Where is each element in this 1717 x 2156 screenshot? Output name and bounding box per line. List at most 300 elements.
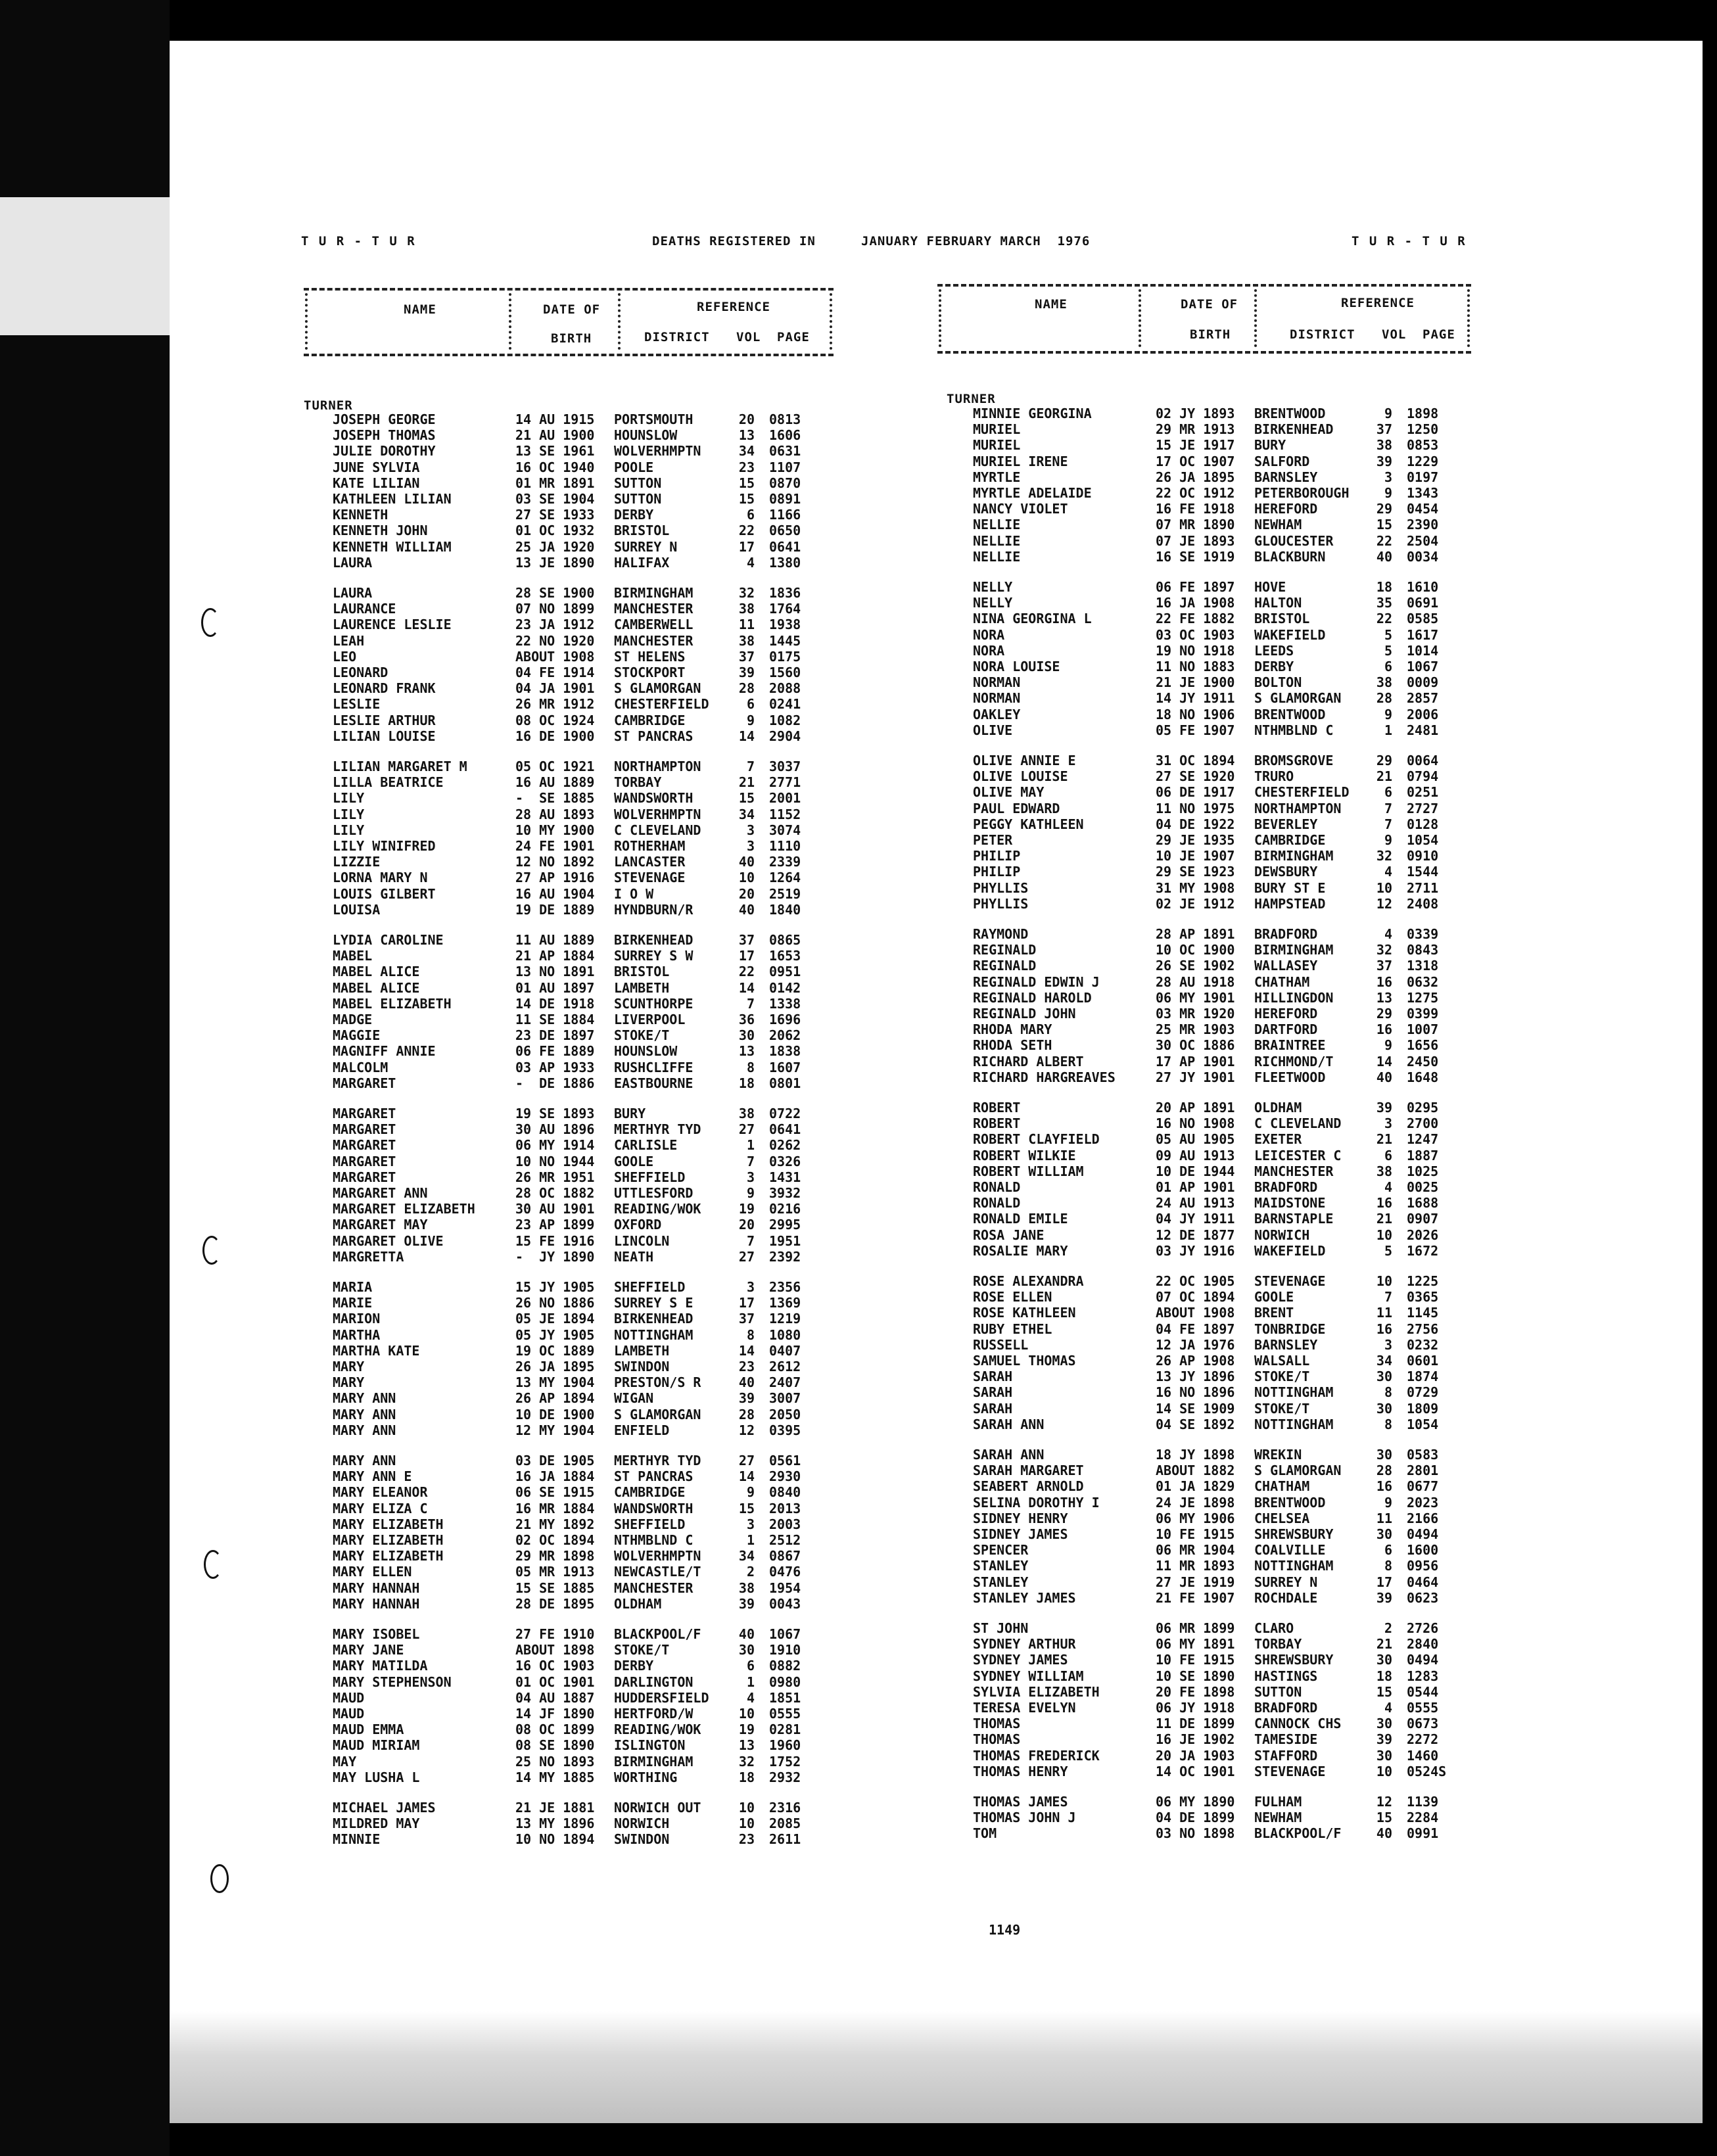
entry-district: STOCKPORT — [614, 665, 686, 680]
entry-district: BRISTOL — [614, 964, 670, 980]
entry-district: SUTTON — [614, 475, 662, 491]
entry-birth-date: 07 NO 1899 — [515, 601, 595, 617]
entry-name: OLIVE ANNIE E — [973, 753, 1076, 768]
entry-district: SWINDON — [614, 1359, 670, 1374]
entry-page: 2995 — [769, 1217, 801, 1233]
column-vol: VOL — [736, 330, 761, 344]
column-reference: REFERENCE — [1341, 296, 1415, 310]
entry-birth-date: 20 JA 1903 — [1156, 1747, 1235, 1764]
entry-name: MARY ELIZA C — [333, 1500, 428, 1516]
entry-page: 2272 — [1407, 1731, 1439, 1748]
entry-district: TORBAY — [614, 774, 662, 791]
entry-district: TAMESIDE — [1254, 1731, 1318, 1748]
column-district: DISTRICT — [644, 330, 710, 344]
entry-birth-date: 03 MR 1920 — [1156, 1006, 1235, 1021]
entry-page: 2519 — [769, 885, 801, 902]
entry-page: 1672 — [1407, 1242, 1439, 1259]
register-entry — [0, 579, 1512, 595]
entry-district: BIRMINGHAM — [614, 1753, 694, 1769]
entry-volume: 1 — [746, 1532, 755, 1548]
entry-birth-date: 06 FE 1897 — [1156, 579, 1235, 595]
entry-name: MARGARET — [333, 1153, 396, 1169]
entry-volume: 22 — [1376, 611, 1392, 627]
entry-page: 0128 — [1407, 816, 1439, 832]
entry-district: STEVENAGE — [1254, 1273, 1326, 1289]
entry-volume: 32 — [1376, 942, 1392, 958]
entry-page: 0555 — [769, 1706, 801, 1722]
column-vol: VOL — [1382, 327, 1407, 342]
entry-birth-date: 16 AU 1904 — [515, 885, 595, 902]
entry-district: BRAINTREE — [1254, 1037, 1326, 1054]
entry-birth-date: 06 MY 1906 — [1156, 1510, 1235, 1526]
entry-district: WOLVERHMPTN — [614, 806, 701, 822]
register-entry — [0, 942, 1512, 958]
entry-volume: 6 — [746, 696, 755, 713]
entry-name: MYRTLE ADELAIDE — [973, 485, 1092, 501]
entry-volume: 4 — [1384, 1700, 1392, 1716]
entry-page: 0524S — [1407, 1763, 1447, 1779]
entry-page: 0601 — [1407, 1353, 1439, 1369]
entry-volume: 10 — [738, 1816, 755, 1832]
entry-volume: 12 — [1376, 895, 1392, 912]
entry-volume: 40 — [738, 901, 755, 918]
register-entry — [0, 974, 1512, 990]
register-entry — [0, 690, 1512, 706]
register-entry — [0, 768, 1512, 784]
entry-page: 2504 — [1407, 532, 1439, 549]
entry-birth-date: 14 AU 1915 — [515, 411, 595, 427]
entry-page: 1067 — [1407, 659, 1439, 674]
entry-volume: 7 — [1384, 1289, 1392, 1305]
entry-volume: 1 — [1384, 722, 1392, 738]
entry-birth-date: 06 DE 1917 — [1156, 784, 1235, 801]
entry-name: MAUD MIRIAM — [333, 1737, 420, 1754]
entry-page: 1610 — [1407, 579, 1439, 595]
entry-birth-date: 02 JY 1893 — [1156, 406, 1235, 421]
entry-page: 1247 — [1407, 1131, 1439, 1148]
entry-district: BLACKBURN — [1254, 548, 1326, 565]
entry-birth-date: 26 AP 1894 — [515, 1390, 595, 1407]
entry-volume: 34 — [1376, 1353, 1392, 1369]
entry-page: 1139 — [1407, 1794, 1439, 1810]
entry-birth-date: 01 OC 1901 — [515, 1674, 595, 1690]
entry-page: 1250 — [1407, 421, 1439, 438]
entry-volume: 9 — [1384, 1494, 1392, 1511]
register-entry — [0, 1794, 1512, 1810]
entry-district: HILLINGDON — [1254, 989, 1334, 1006]
entry-district: CAMBRIDGE — [1254, 832, 1326, 848]
entry-birth-date: 19 OC 1889 — [515, 1342, 595, 1359]
entry-name: MARGARET — [333, 1075, 396, 1091]
entry-page: 0910 — [1407, 848, 1439, 864]
entry-volume: 11 — [1376, 1510, 1392, 1526]
entry-volume: 21 — [1376, 768, 1392, 785]
entry-name: MAGGIE — [333, 1027, 381, 1044]
entry-district: POOLE — [614, 459, 654, 475]
entry-district: HUDDERSFIELD — [614, 1689, 709, 1706]
entry-volume: 15 — [1376, 1683, 1392, 1700]
entry-district: RICHMOND/T — [1254, 1053, 1334, 1069]
entry-district: LAMBETH — [614, 1342, 670, 1359]
entry-volume: 17 — [738, 1295, 755, 1311]
entry-volume: 23 — [738, 1831, 755, 1848]
entry-birth-date: 10 JE 1907 — [1156, 848, 1235, 864]
entry-birth-date: 07 JE 1893 — [1156, 532, 1235, 549]
entry-district: S GLAMORGAN — [614, 680, 701, 697]
entry-page: 0956 — [1407, 1558, 1439, 1574]
entry-page: 2062 — [769, 1027, 801, 1044]
register-entry — [0, 1401, 1512, 1417]
entry-volume: 12 — [1376, 1794, 1392, 1810]
entry-district: C CLEVELAND — [1254, 1115, 1342, 1132]
entry-district: CHESTERFIELD — [614, 696, 709, 713]
entry-page: 2050 — [769, 1406, 801, 1422]
entry-volume: 38 — [1376, 674, 1392, 691]
entry-page: 0632 — [1407, 973, 1439, 990]
entry-page: 2756 — [1407, 1321, 1439, 1337]
entry-district: BRISTOL — [1254, 611, 1310, 627]
entry-birth-date: 26 MR 1912 — [515, 696, 595, 713]
entry-volume: 15 — [738, 1500, 755, 1516]
entry-district: UTTLESFORD — [614, 1185, 694, 1201]
entry-volume: 21 — [1376, 1636, 1392, 1652]
entry-name: STANLEY — [973, 1574, 1029, 1590]
entry-birth-date: 31 MY 1908 — [1156, 879, 1235, 896]
entry-name: RONALD — [973, 1179, 1021, 1195]
entry-birth-date: 21 JE 1881 — [515, 1800, 595, 1816]
column-page: PAGE — [1423, 327, 1455, 342]
entry-birth-date: 11 NO 1975 — [1156, 800, 1235, 816]
entry-page: 1431 — [769, 1169, 801, 1185]
entry-name: REGINALD EDWIN J — [973, 973, 1100, 990]
entry-volume: 34 — [738, 1548, 755, 1564]
entry-name: SARAH MARGARET — [973, 1463, 1084, 1479]
entry-name: MARGARET — [333, 1169, 396, 1185]
entry-volume: 38 — [1376, 437, 1392, 454]
entry-birth-date: 27 AP 1916 — [515, 870, 595, 886]
entry-page: 0980 — [769, 1674, 801, 1690]
entry-name: KENNETH — [333, 507, 388, 523]
entry-district: CHATHAM — [1254, 1478, 1310, 1495]
entry-birth-date: 10 FE 1915 — [1156, 1526, 1235, 1542]
entry-volume: 32 — [738, 1753, 755, 1769]
entry-volume: 3 — [746, 822, 755, 838]
entry-volume: 18 — [1376, 579, 1392, 595]
entry-page: 1607 — [769, 1059, 801, 1075]
entry-page: 0555 — [1407, 1700, 1439, 1716]
entry-page: 0544 — [1407, 1683, 1439, 1700]
entry-name: ROSALIE MARY — [973, 1242, 1068, 1259]
table-divider — [1467, 289, 1470, 347]
entry-district: LEEDS — [1254, 642, 1294, 659]
entry-name: NELLY — [973, 579, 1013, 595]
table-divider — [509, 293, 511, 350]
entry-volume: 32 — [1376, 848, 1392, 864]
entry-district: BIRKENHEAD — [614, 932, 694, 948]
entry-page: 0339 — [1407, 926, 1439, 942]
entry-volume: 14 — [738, 1468, 755, 1485]
entry-birth-date: 03 JY 1916 — [1156, 1242, 1235, 1259]
entry-birth-date: 03 AP 1933 — [515, 1059, 595, 1075]
entry-name: PHILIP — [973, 864, 1021, 880]
entry-name: REGINALD JOHN — [973, 1006, 1076, 1021]
entry-name: LEONARD — [333, 665, 388, 680]
entry-birth-date: 25 NO 1893 — [515, 1753, 595, 1769]
entry-volume: 28 — [738, 1406, 755, 1422]
register-entry — [0, 1574, 1512, 1590]
entry-name: MARY ELEANOR — [333, 1484, 428, 1501]
table-divider — [305, 293, 308, 350]
entry-page: 1648 — [1407, 1069, 1439, 1085]
entry-page: 0840 — [769, 1484, 801, 1501]
register-entry — [0, 1195, 1512, 1211]
entry-volume: 20 — [738, 411, 755, 427]
entry-birth-date: 04 FE 1914 — [515, 665, 595, 680]
entry-district: ISLINGTON — [614, 1737, 686, 1754]
entry-birth-date: 27 SE 1933 — [515, 507, 595, 523]
register-entry — [0, 1273, 1512, 1289]
entry-volume: 11 — [738, 617, 755, 633]
entry-district: WAKEFIELD — [1254, 1242, 1326, 1259]
entry-name: LILIAN MARGARET M — [333, 759, 467, 774]
entry-birth-date: 23 AP 1899 — [515, 1217, 595, 1233]
entry-name: LILY — [333, 822, 365, 838]
entry-birth-date: 22 FE 1882 — [1156, 611, 1235, 627]
entry-district: WOLVERHMPTN — [614, 1548, 701, 1564]
entry-page: 2392 — [769, 1248, 801, 1265]
register-entry — [0, 990, 1512, 1006]
entry-page: 2316 — [769, 1800, 801, 1816]
entry-birth-date: 28 AU 1918 — [1156, 973, 1235, 990]
entry-name: PETER — [973, 832, 1013, 848]
entry-name: REGINALD — [973, 942, 1037, 958]
entry-volume: 4 — [1384, 864, 1392, 880]
entry-district: BROMSGROVE — [1254, 753, 1334, 768]
entry-district: BIRMINGHAM — [1254, 942, 1334, 958]
entry-name: MAUD — [333, 1689, 365, 1706]
entry-name: MABEL — [333, 948, 373, 964]
entry-birth-date: 12 NO 1892 — [515, 854, 595, 870]
entry-name: NELLIE — [973, 517, 1021, 533]
entry-page: 2003 — [769, 1516, 801, 1532]
entry-birth-date: 21 FE 1907 — [1156, 1589, 1235, 1606]
entry-page: 1560 — [769, 665, 801, 680]
register-entry — [0, 1289, 1512, 1305]
entry-district: CHESTERFIELD — [1254, 784, 1350, 801]
register-entry — [0, 1495, 1512, 1511]
register-entry — [0, 864, 1512, 879]
entry-name: MARY MATILDA — [333, 1658, 428, 1674]
entry-birth-date: 10 MY 1900 — [515, 822, 595, 838]
entry-birth-date: 03 NO 1898 — [1156, 1825, 1235, 1842]
entry-district: BLACKPOOL/F — [614, 1626, 701, 1642]
entry-birth-date: 13 SE 1961 — [515, 443, 595, 459]
entry-page: 2001 — [769, 790, 801, 807]
entry-district: S GLAMORGAN — [1254, 690, 1342, 707]
entry-district: DARLINGTON — [614, 1674, 694, 1690]
entry-birth-date: 13 NO 1891 — [515, 964, 595, 980]
entry-name: THOMAS HENRY — [973, 1763, 1068, 1779]
entry-page: 2356 — [769, 1279, 801, 1295]
register-entry — [0, 958, 1512, 973]
column-reference: REFERENCE — [697, 300, 770, 314]
entry-district: BRENT — [1254, 1305, 1294, 1321]
entry-name: MARGARET OLIVE — [333, 1232, 444, 1249]
entry-volume: 14 — [1376, 1053, 1392, 1069]
entry-page: 2726 — [1407, 1620, 1439, 1636]
column-date-of: DATE OF — [1181, 297, 1238, 312]
entry-district: HOUNSLOW — [614, 1043, 678, 1060]
entry-birth-date: 04 JA 1901 — [515, 680, 595, 697]
entry-district: I O W — [614, 885, 654, 902]
entry-volume: 37 — [738, 648, 755, 665]
entry-name: MARGARET — [333, 1106, 396, 1121]
register-entry — [0, 1447, 1512, 1463]
entry-birth-date: 29 JE 1935 — [1156, 832, 1235, 848]
entry-volume: 10 — [738, 870, 755, 886]
entry-birth-date: - JY 1890 — [515, 1248, 595, 1265]
entry-volume: 6 — [1384, 1542, 1392, 1558]
entry-page: 1054 — [1407, 832, 1439, 848]
entry-birth-date: 29 SE 1923 — [1156, 864, 1235, 880]
register-entry — [0, 549, 1512, 565]
entry-volume: 40 — [1376, 548, 1392, 565]
entry-page: 1600 — [1407, 1542, 1439, 1558]
entry-district: WREKIN — [1254, 1447, 1302, 1463]
entry-district: BIRKENHEAD — [1254, 421, 1334, 438]
entry-name: MADGE — [333, 1012, 373, 1027]
register-entry — [0, 1353, 1512, 1369]
entry-page: 1369 — [769, 1295, 801, 1311]
entry-district: STAFFORD — [1254, 1747, 1318, 1764]
entry-volume: 10 — [1376, 1763, 1392, 1779]
entry-page: 1838 — [769, 1043, 801, 1060]
entry-page: 0867 — [769, 1548, 801, 1564]
entry-birth-date: 18 NO 1906 — [1156, 706, 1235, 722]
entry-birth-date: 29 MR 1913 — [1156, 421, 1235, 438]
entry-volume: 29 — [1376, 753, 1392, 768]
entry-birth-date: 06 SE 1915 — [515, 1484, 595, 1501]
entry-name: MARGARET — [333, 1137, 396, 1154]
entry-birth-date: 03 OC 1903 — [1156, 626, 1235, 643]
entry-birth-date: 01 OC 1932 — [515, 523, 595, 539]
register-entry — [0, 832, 1512, 848]
entry-birth-date: 04 AU 1887 — [515, 1689, 595, 1706]
register-entry — [0, 1148, 1512, 1163]
entry-page: 0464 — [1407, 1574, 1439, 1590]
entry-birth-date: 31 OC 1894 — [1156, 753, 1235, 768]
entry-name: MABEL ALICE — [333, 979, 420, 996]
entry-volume: 28 — [1376, 690, 1392, 707]
entry-page: 1898 — [1407, 406, 1439, 421]
entry-district: SHREWSBURY — [1254, 1652, 1334, 1668]
register-entry — [0, 1211, 1512, 1227]
register-entry — [0, 1731, 1512, 1747]
entry-volume: 10 — [1376, 879, 1392, 896]
entry-page: 0009 — [1407, 674, 1439, 691]
punch-hole-icon — [210, 1864, 229, 1893]
entry-page: 1938 — [769, 617, 801, 633]
entry-name: RICHARD ALBERT — [973, 1053, 1084, 1069]
entry-volume: 38 — [1376, 1163, 1392, 1179]
entry-district: BLACKPOOL/F — [1254, 1825, 1342, 1842]
entry-name: PEGGY KATHLEEN — [973, 816, 1084, 832]
entry-name: NORA — [973, 642, 1005, 659]
entry-district: BIRKENHEAD — [614, 1311, 694, 1327]
register-entry — [0, 1115, 1512, 1131]
entry-volume: 9 — [1384, 406, 1392, 421]
entry-name: MARION — [333, 1311, 381, 1327]
entry-district: BURY ST E — [1254, 879, 1326, 896]
column-page: PAGE — [777, 330, 810, 344]
entry-page: 2512 — [769, 1532, 801, 1548]
entry-birth-date: 26 JA 1895 — [515, 1359, 595, 1374]
entry-name: REGINALD HAROLD — [973, 989, 1092, 1006]
entry-birth-date: 03 DE 1905 — [515, 1453, 595, 1468]
entry-page: 2026 — [1407, 1227, 1439, 1243]
entry-name: MARY ANN — [333, 1453, 396, 1468]
entry-page: 1696 — [769, 1012, 801, 1027]
entry-birth-date: 02 OC 1894 — [515, 1532, 595, 1548]
entry-district: BRISTOL — [614, 523, 670, 539]
entry-birth-date: - SE 1885 — [515, 790, 595, 807]
entry-district: ST HELENS — [614, 648, 686, 665]
entry-page: 0295 — [1407, 1100, 1439, 1115]
entry-birth-date: 27 JE 1919 — [1156, 1574, 1235, 1590]
entry-name: PHYLLIS — [973, 895, 1029, 912]
entry-page: 1145 — [1407, 1305, 1439, 1321]
entry-page: 0882 — [769, 1658, 801, 1674]
surname-heading: TURNER — [304, 398, 353, 413]
entry-district: SHREWSBURY — [1254, 1526, 1334, 1542]
entry-page: 0025 — [1407, 1179, 1439, 1195]
entry-birth-date: 13 JE 1890 — [515, 554, 595, 571]
register-entry — [0, 485, 1512, 501]
entry-page: 0175 — [769, 648, 801, 665]
entry-page: 1460 — [1407, 1747, 1439, 1764]
entry-volume: 8 — [746, 1326, 755, 1343]
entry-page: 2085 — [769, 1816, 801, 1832]
entry-volume: 14 — [738, 728, 755, 744]
entry-page: 0142 — [769, 979, 801, 996]
entry-birth-date: 19 SE 1893 — [515, 1106, 595, 1121]
entry-name: NANCY VIOLET — [973, 501, 1068, 517]
entry-district: WAKEFIELD — [1254, 626, 1326, 643]
entry-page: 2481 — [1407, 722, 1439, 738]
entry-name: MARY ELIZABETH — [333, 1532, 444, 1548]
entry-page: 2904 — [769, 728, 801, 744]
entry-district: COALVILLE — [1254, 1542, 1326, 1558]
register-entry — [0, 627, 1512, 643]
entry-volume: 9 — [1384, 832, 1392, 848]
entry-name: MINNIE — [333, 1831, 381, 1848]
register-entry — [0, 1652, 1512, 1668]
entry-volume: 5 — [1384, 626, 1392, 643]
entry-volume: 27 — [738, 1248, 755, 1265]
entry-page: 0870 — [769, 475, 801, 491]
entry-birth-date: 07 OC 1894 — [1156, 1289, 1235, 1305]
page-bottom-shadow — [170, 2011, 1703, 2123]
entry-birth-date: 11 DE 1899 — [1156, 1716, 1235, 1732]
entry-volume: 37 — [738, 1311, 755, 1327]
entry-birth-date: 27 JY 1901 — [1156, 1069, 1235, 1085]
entry-volume: 16 — [1376, 1021, 1392, 1038]
entry-name: NELLIE — [973, 548, 1021, 565]
entry-birth-date: 15 JY 1905 — [515, 1279, 595, 1295]
register-entry — [0, 880, 1512, 896]
entry-volume: 21 — [1376, 1131, 1392, 1148]
entry-district: SCUNTHORPE — [614, 995, 694, 1012]
